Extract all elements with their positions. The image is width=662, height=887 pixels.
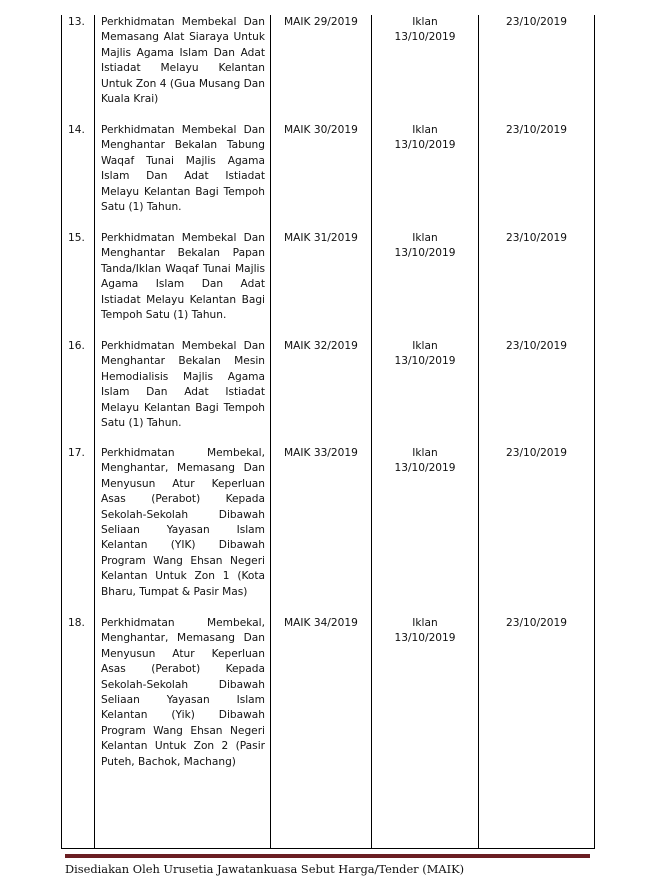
tender-title: Perkhidmatan Membekal, Menghantar, Memasang Dan Menyusun Atur Keperluan Asas (Perabot) Kepada Sekolah-Sekolah Dibawah Seliaan Yayasan Islam Kelantan (Yik) Dibawah Program Wang Ehsan Negeri Kelantan Untuk Zon 2 (Pasir Puteh, Bachok, Machang) xyxy=(95,616,271,848)
table-row xyxy=(62,123,595,231)
advert-label: Iklan xyxy=(412,124,438,136)
closing-date: 23/10/2019 xyxy=(479,446,595,616)
advert-label: Iklan xyxy=(412,16,438,28)
row-number: 13. xyxy=(62,15,95,123)
footer-rule xyxy=(65,854,590,858)
table-row xyxy=(62,339,595,446)
closing-date: 23/10/2019 xyxy=(479,15,595,123)
advert-date: 13/10/2019 xyxy=(394,247,456,260)
closing-date: 23/10/2019 xyxy=(479,231,595,339)
advert-cell xyxy=(372,15,479,123)
advert-date: 13/10/2019 xyxy=(394,632,456,645)
tender-title: Perkhidmatan Membekal, Menghantar, Memasang Dan Menyusun Atur Keperluan Asas (Perabot) Kepada Sekolah-Sekolah Dibawah Seliaan Yayasan Islam Kelantan (YIK) Dibawah Program Wang Ehsan Negeri Kelantan Untuk Zon 1 (Kota Bharu, Tumpat & Pasir Mas) xyxy=(95,446,271,616)
advert-cell xyxy=(372,616,479,848)
tender-title: Perkhidmatan Membekal Dan Menghantar Bekalan Tabung Waqaf Tunai Majlis Agama Islam Dan Adat Istiadat Melayu Kelantan Bagi Tempoh Satu (1) Tahun. xyxy=(95,123,271,231)
tender-reference: MAIK 32/2019 xyxy=(271,339,372,446)
tender-reference: MAIK 30/2019 xyxy=(271,123,372,231)
tender-reference: MAIK 33/2019 xyxy=(271,446,372,616)
tender-reference: MAIK 34/2019 xyxy=(271,616,372,848)
closing-date: 23/10/2019 xyxy=(479,123,595,231)
advert-date: 13/10/2019 xyxy=(394,31,456,44)
row-number: 14. xyxy=(62,123,95,231)
advert-cell xyxy=(372,339,479,446)
advert-cell xyxy=(372,446,479,616)
row-number: 16. xyxy=(62,339,95,446)
advert-date: 13/10/2019 xyxy=(394,462,456,475)
advert-cell xyxy=(372,123,479,231)
row-number: 17. xyxy=(62,446,95,616)
table-row xyxy=(62,616,595,848)
row-number: 18. xyxy=(62,616,95,848)
footer-text: Disediakan Oleh Urusetia Jawatankuasa Sebut Harga/Tender (MAIK) xyxy=(65,862,465,876)
advert-label: Iklan xyxy=(412,617,438,629)
row-number: 15. xyxy=(62,231,95,339)
tender-title: Perkhidmatan Membekal Dan Memasang Alat Siaraya Untuk Majlis Agama Islam Dan Adat Istiadat Melayu Kelantan Untuk Zon 4 (Gua Musang Dan Kuala Krai) xyxy=(95,15,271,123)
tender-title: Perkhidmatan Membekal Dan Menghantar Bekalan Mesin Hemodialisis Majlis Agama Islam Dan Adat Istiadat Melayu Kelantan Bagi Tempoh Satu (1) Tahun. xyxy=(95,339,271,446)
tender-table xyxy=(61,15,595,849)
advert-date: 13/10/2019 xyxy=(394,139,456,152)
advert-label: Iklan xyxy=(412,340,438,352)
closing-date: 23/10/2019 xyxy=(479,339,595,446)
advert-label: Iklan xyxy=(412,447,438,459)
table-row xyxy=(62,15,595,123)
tender-title: Perkhidmatan Membekal Dan Menghantar Bekalan Papan Tanda/Iklan Waqaf Tunai Majlis Agama Islam Dan Adat Istiadat Melayu Kelantan Bagi Tempoh Satu (1) Tahun. xyxy=(95,231,271,339)
table-row xyxy=(62,231,595,339)
advert-date: 13/10/2019 xyxy=(394,355,456,368)
advert-cell xyxy=(372,231,479,339)
tender-reference: MAIK 29/2019 xyxy=(271,15,372,123)
table-row xyxy=(62,446,595,616)
tender-reference: MAIK 31/2019 xyxy=(271,231,372,339)
closing-date: 23/10/2019 xyxy=(479,616,595,848)
advert-label: Iklan xyxy=(412,232,438,244)
